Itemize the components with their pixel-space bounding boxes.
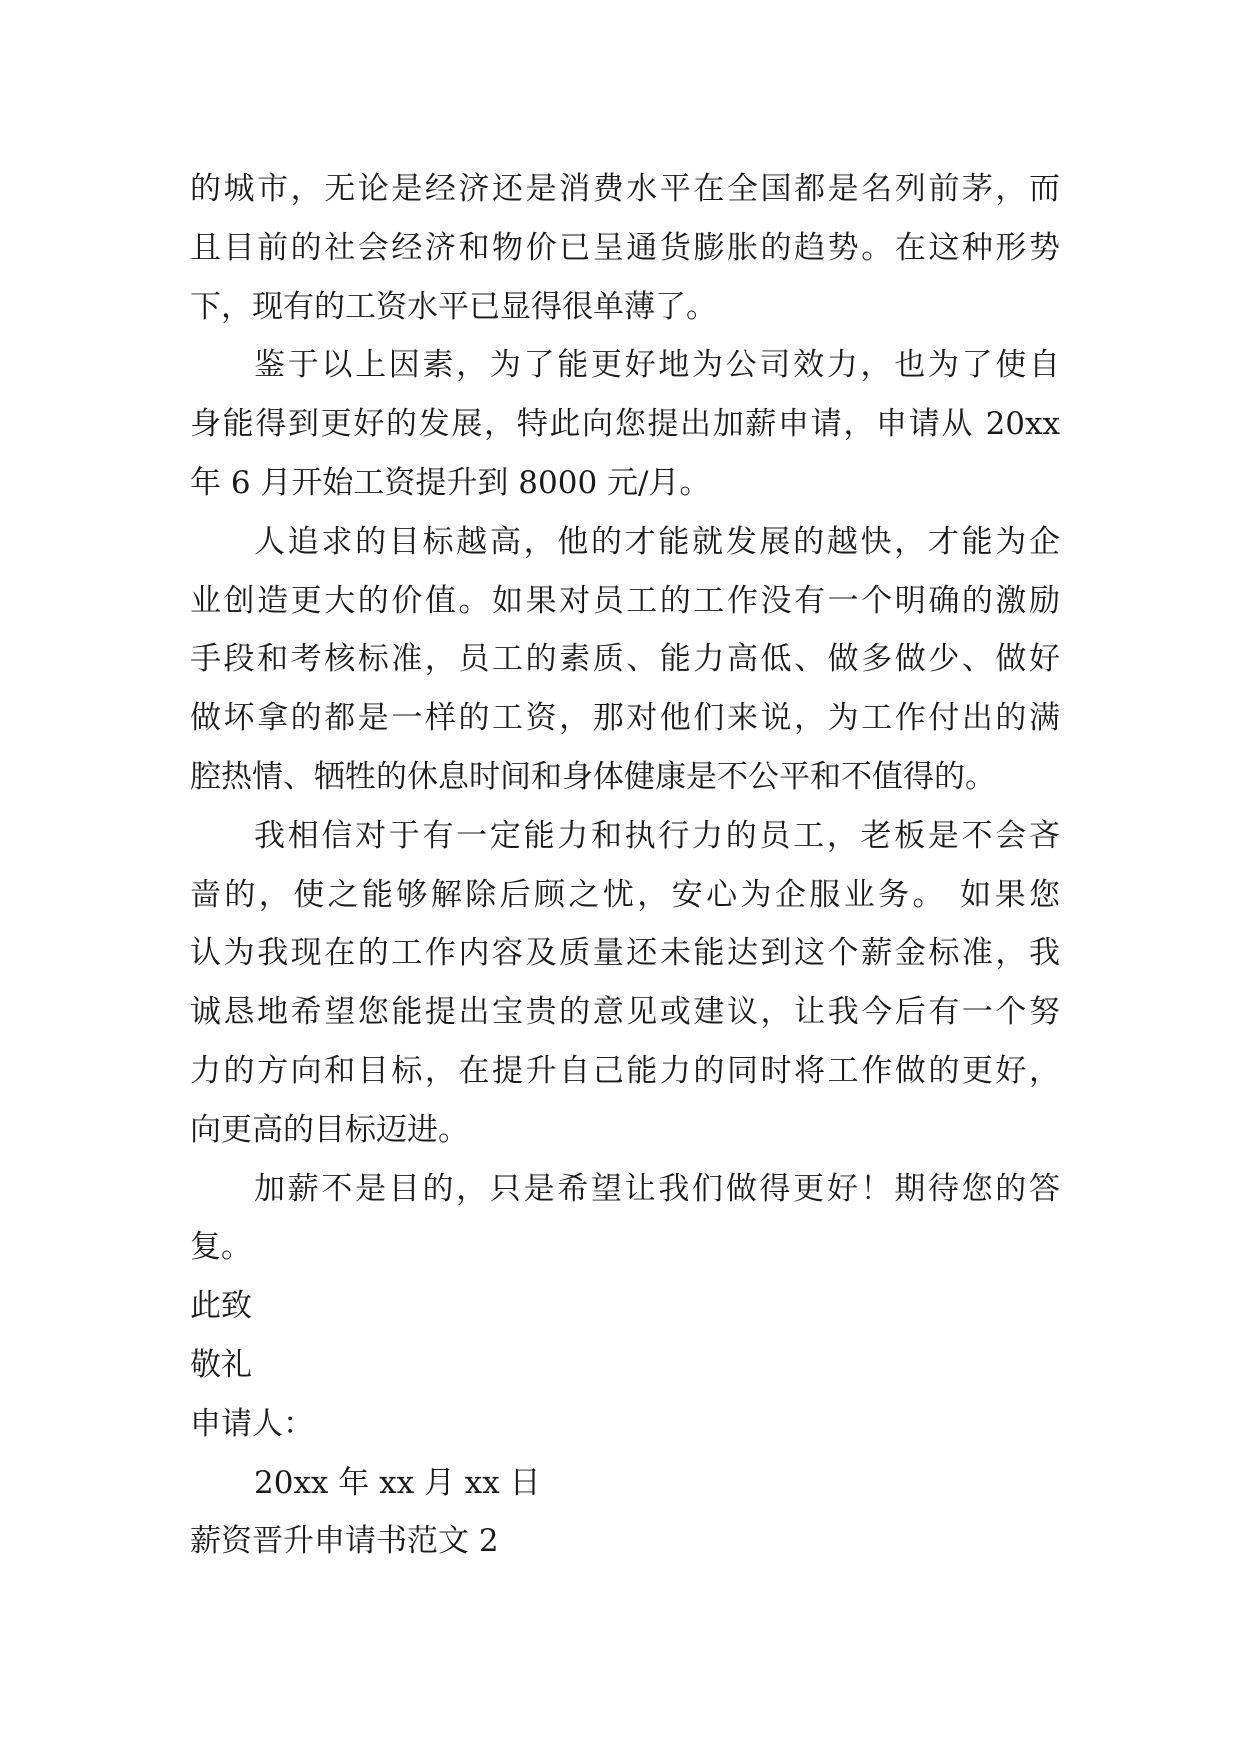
text-line: 腔热情、牺牲的休息时间和身体健康是不公平和不值得的。 <box>190 758 996 795</box>
paragraph <box>190 1160 1060 1278</box>
text-line: 身能得到更好的发展，特此向您提出加薪申请，申请从 20xx <box>190 406 1060 443</box>
text-line: 鉴于以上因素，为了能更好地为公司效力，也为了使自 <box>254 347 1060 384</box>
paragraph <box>190 513 1060 807</box>
text-line: 诚恳地希望您能提出宝贵的意见或建议，让我今后有一个努 <box>190 994 1060 1031</box>
section-title: 薪资晋升申请书范文 2 <box>190 1523 499 1560</box>
paragraph <box>190 160 1060 336</box>
date-line: 20xx 年 xx 月 xx 日 <box>254 1464 541 1501</box>
document-body <box>190 160 1060 1571</box>
text-line: 手段和考核标准，员工的素质、能力高低、做多做少、做好 <box>190 641 1060 678</box>
paragraph <box>190 807 1060 1160</box>
text-line: 认为我现在的工作内容及质量还未能达到这个薪金标准，我 <box>190 935 1060 972</box>
text-line: 复。 <box>190 1229 252 1266</box>
closing-salutation: 此致 <box>190 1288 252 1325</box>
applicant-label: 申请人： <box>190 1405 314 1442</box>
text-line: 做坏拿的都是一样的工资，那对他们来说，为工作付出的满 <box>190 700 1060 737</box>
text-line: 向更高的目标迈进。 <box>190 1111 469 1148</box>
text-line: 我相信对于有一定能力和执行力的员工，老板是不会吝 <box>254 817 1060 854</box>
text-line: 的城市，无论是经济还是消费水平在全国都是名列前茅，而 <box>190 171 1060 207</box>
text-line: 啬的，使之能够解除后顾之忧，安心为企服业务。 如果您 <box>190 876 1060 913</box>
text-line: 业创造更大的价值。如果对员工的工作没有一个明确的激励 <box>190 582 1060 619</box>
paragraph <box>190 336 1060 512</box>
text-line: 人追求的目标越高，他的才能就发展的越快，才能为企 <box>254 523 1060 560</box>
closing-regards: 敬礼 <box>190 1346 252 1383</box>
text-line: 力的方向和目标，在提升自己能力的同时将工作做的更好， <box>190 1052 1060 1089</box>
text-line: 年 6 月开始工资提升到 8000 元/月。 <box>190 464 711 501</box>
text-line: 且目前的社会经济和物价已呈通货膨胀的趋势。在这种形势 <box>190 229 1060 266</box>
text-line: 下，现有的工资水平已显得很单薄了。 <box>190 288 717 325</box>
text-line: 加薪不是目的，只是希望让我们做得更好！期待您的答 <box>254 1170 1060 1207</box>
